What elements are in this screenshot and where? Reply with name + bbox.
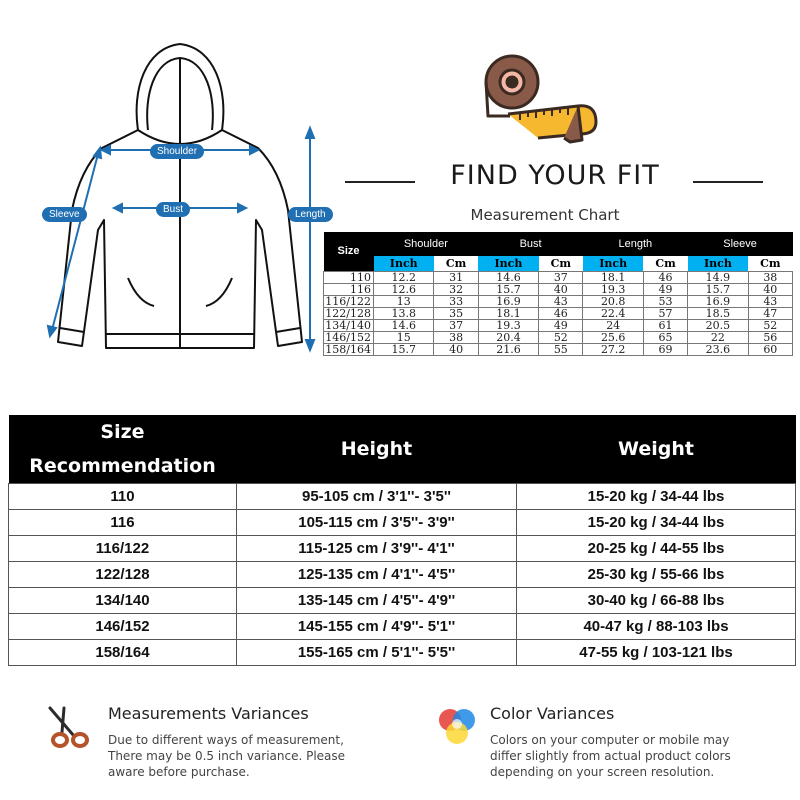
measurement-cell: 69	[643, 344, 687, 356]
measurement-cell: 15	[374, 332, 434, 344]
table-row	[9, 484, 796, 510]
hoodie-diagram	[20, 30, 340, 360]
measurement-row	[324, 284, 793, 296]
height-cell: 95-105 cm / 3'1''- 3'5''	[237, 484, 517, 510]
size-recommendation-table	[8, 415, 796, 666]
measurement-row	[324, 272, 793, 284]
weight-cell: 15-20 kg / 34-44 lbs	[517, 510, 796, 536]
scissors-icon	[44, 704, 92, 752]
measurement-cell: 47	[748, 308, 792, 320]
measurement-cell: 25.6	[583, 332, 643, 344]
measurement-cell: 27.2	[583, 344, 643, 356]
weight-cell: 25-30 kg / 55-66 lbs	[517, 562, 796, 588]
measurement-cell: 37	[434, 320, 478, 332]
length-label: Length	[288, 207, 333, 222]
height-header: Height	[237, 415, 517, 484]
measurement-cell: 49	[643, 284, 687, 296]
size-cell: 134/140	[9, 588, 237, 614]
height-cell: 115-125 cm / 3'9''- 4'1''	[237, 536, 517, 562]
size-cell: 146/152	[9, 614, 237, 640]
size-cell: 116	[9, 510, 237, 536]
cm-unit-header: Cm	[539, 256, 583, 272]
measurement-row	[324, 308, 793, 320]
measurement-cell: 18.1	[583, 272, 643, 284]
group-header: Bust	[478, 232, 583, 256]
weight-header: Weight	[517, 415, 796, 484]
size-cell: 110	[9, 484, 237, 510]
color-circles-icon	[434, 704, 480, 750]
measurement-cell: 12.6	[374, 284, 434, 296]
measurement-cell: 35	[434, 308, 478, 320]
measurement-cell: 56	[748, 332, 792, 344]
measurement-cell: 49	[539, 320, 583, 332]
inch-unit-header: Inch	[688, 256, 748, 272]
measurement-cell: 60	[748, 344, 792, 356]
size-cell: 158/164	[9, 640, 237, 666]
measurement-cell: 61	[643, 320, 687, 332]
measurement-cell: 40	[434, 344, 478, 356]
height-cell: 145-155 cm / 4'9''- 5'1''	[237, 614, 517, 640]
measurement-cell: 20.8	[583, 296, 643, 308]
weight-cell: 47-55 kg / 103-121 lbs	[517, 640, 796, 666]
measurement-cell: 18.1	[478, 308, 538, 320]
measurement-cell: 22	[688, 332, 748, 344]
measurement-cell: 53	[643, 296, 687, 308]
size-cell: 158/164	[324, 344, 374, 356]
measurement-cell: 16.9	[478, 296, 538, 308]
measurement-cell: 21.6	[478, 344, 538, 356]
measurement-cell: 15.7	[374, 344, 434, 356]
color-variance-title: Color Variances	[490, 704, 615, 723]
group-header: Length	[583, 232, 688, 256]
measurement-variance-title: Measurements Variances	[108, 704, 309, 723]
size-cell: 146/152	[324, 332, 374, 344]
shoulder-label: Shoulder	[150, 144, 204, 159]
weight-cell: 30-40 kg / 66-88 lbs	[517, 588, 796, 614]
measurement-variance-text	[108, 732, 345, 780]
note-line: aware before purchase.	[108, 765, 250, 779]
size-header: Size	[324, 232, 374, 272]
table-row	[9, 614, 796, 640]
measurement-cell: 18.5	[688, 308, 748, 320]
measurement-cell: 13.8	[374, 308, 434, 320]
measurement-cell: 52	[539, 332, 583, 344]
size-header-line1: Size	[100, 421, 145, 443]
measurement-cell: 19.3	[478, 320, 538, 332]
measurement-cell: 31	[434, 272, 478, 284]
measurement-cell: 38	[434, 332, 478, 344]
measurement-cell: 40	[748, 284, 792, 296]
measurement-cell: 14.6	[374, 320, 434, 332]
size-cell: 116	[324, 284, 374, 296]
cm-unit-header: Cm	[643, 256, 687, 272]
measurement-cell: 24	[583, 320, 643, 332]
table-row	[9, 562, 796, 588]
measurement-cell: 46	[643, 272, 687, 284]
weight-cell: 40-47 kg / 88-103 lbs	[517, 614, 796, 640]
page-title: FIND YOUR FIT	[345, 160, 765, 191]
weight-cell: 20-25 kg / 44-55 lbs	[517, 536, 796, 562]
measurement-cell: 13	[374, 296, 434, 308]
measurement-cell: 65	[643, 332, 687, 344]
size-cell: 116/122	[9, 536, 237, 562]
table-row	[9, 640, 796, 666]
note-line: depending on your screen resolution.	[490, 765, 715, 779]
height-cell: 135-145 cm / 4'5''- 4'9''	[237, 588, 517, 614]
bust-label: Bust	[156, 202, 190, 217]
measurement-cell: 15.7	[688, 284, 748, 296]
measurement-cell: 20.4	[478, 332, 538, 344]
measurement-cell: 43	[539, 296, 583, 308]
size-cell: 116/122	[324, 296, 374, 308]
cm-unit-header: Cm	[748, 256, 792, 272]
size-cell: 122/128	[324, 308, 374, 320]
measurement-cell: 19.3	[583, 284, 643, 296]
note-line: Colors on your computer or mobile may	[490, 733, 730, 747]
measurement-cell: 46	[539, 308, 583, 320]
measurement-cell: 14.6	[478, 272, 538, 284]
size-cell: 110	[324, 272, 374, 284]
table-row	[9, 510, 796, 536]
measurement-cell: 20.5	[688, 320, 748, 332]
measurement-cell: 15.7	[478, 284, 538, 296]
height-cell: 125-135 cm / 4'1''- 4'5''	[237, 562, 517, 588]
sleeve-label: Sleeve	[42, 207, 87, 222]
measurement-cell: 40	[539, 284, 583, 296]
note-line: Due to different ways of measurement,	[108, 733, 344, 747]
measurement-cell: 37	[539, 272, 583, 284]
table-row	[9, 588, 796, 614]
size-cell: 134/140	[324, 320, 374, 332]
measurement-row	[324, 296, 793, 308]
measurement-row	[324, 332, 793, 344]
cm-unit-header: Cm	[434, 256, 478, 272]
measurement-cell: 16.9	[688, 296, 748, 308]
group-header: Sleeve	[688, 232, 793, 256]
inch-unit-header: Inch	[583, 256, 643, 272]
measurement-row	[324, 344, 793, 356]
note-line: differ slightly from actual product colors	[490, 749, 731, 763]
size-cell: 122/128	[9, 562, 237, 588]
page-subtitle: Measurement Chart	[470, 206, 620, 224]
measurement-cell: 22.4	[583, 308, 643, 320]
measurement-chart	[323, 232, 793, 356]
measurement-cell: 38	[748, 272, 792, 284]
inch-unit-header: Inch	[478, 256, 538, 272]
measurement-cell: 52	[748, 320, 792, 332]
measurement-cell: 14.9	[688, 272, 748, 284]
note-line: There may be 0.5 inch variance. Please	[108, 749, 346, 763]
table-row	[9, 536, 796, 562]
height-cell: 105-115 cm / 3'5''- 3'9''	[237, 510, 517, 536]
size-recommendation-header	[9, 415, 237, 484]
measurement-cell: 32	[434, 284, 478, 296]
group-header: Shoulder	[374, 232, 479, 256]
measurement-row	[324, 320, 793, 332]
color-variance-text	[490, 732, 731, 780]
measurement-cell: 55	[539, 344, 583, 356]
measurement-cell: 43	[748, 296, 792, 308]
height-cell: 155-165 cm / 5'1''- 5'5''	[237, 640, 517, 666]
measurement-cell: 33	[434, 296, 478, 308]
measurement-cell: 23.6	[688, 344, 748, 356]
measurement-cell: 12.2	[374, 272, 434, 284]
weight-cell: 15-20 kg / 34-44 lbs	[517, 484, 796, 510]
size-header-line2: Recommendation	[29, 455, 216, 477]
measuring-tape-icon	[478, 48, 608, 148]
inch-unit-header: Inch	[374, 256, 434, 272]
measurement-cell: 57	[643, 308, 687, 320]
